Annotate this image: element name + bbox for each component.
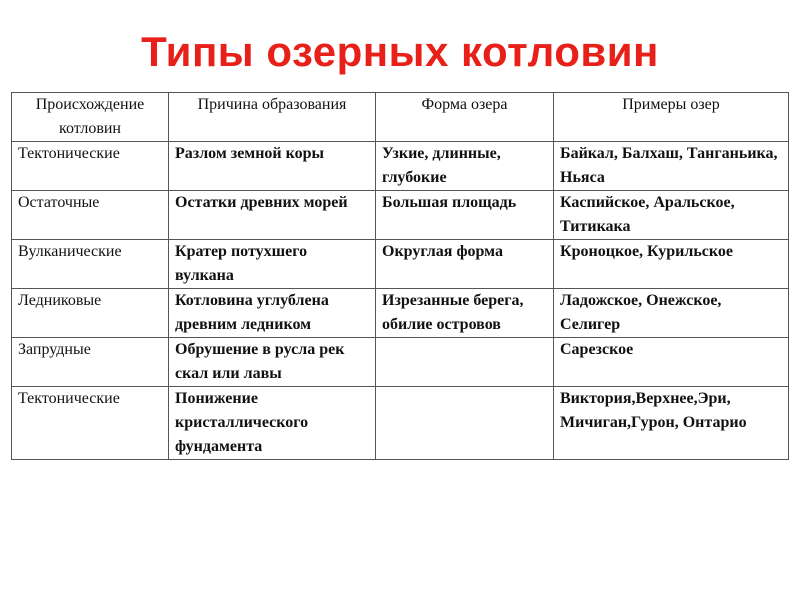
cell-cause: Котловина углублена древним ледником <box>169 289 376 338</box>
cell-shape <box>376 387 554 460</box>
cell-cause: Понижение кристаллического фундамента <box>169 387 376 460</box>
cell-examples: Сарезское <box>554 338 789 387</box>
cell-origin: Запрудные <box>12 338 169 387</box>
header-shape: Форма озера <box>376 93 554 142</box>
cell-examples: Ладожское, Онежское, Селигер <box>554 289 789 338</box>
cell-origin: Остаточные <box>12 191 169 240</box>
page-title: Типы озерных котловин <box>141 28 659 75</box>
cell-cause: Остатки древних морей <box>169 191 376 240</box>
lake-basins-table <box>11 92 789 460</box>
cell-examples: Каспийское, Аральское, Титикака <box>554 191 789 240</box>
cell-cause: Обрушение в русла рек скал или лавы <box>169 338 376 387</box>
cell-cause: Разлом земной коры <box>169 142 376 191</box>
cell-shape: Большая площадь <box>376 191 554 240</box>
table-header-row <box>12 93 789 142</box>
cell-examples: Виктория,Верхнее,Эри, Мичиган,Гурон, Онтарио <box>554 387 789 460</box>
cell-origin: Тектонические <box>12 387 169 460</box>
header-examples: Примеры озер <box>554 93 789 142</box>
cell-shape: Округлая форма <box>376 240 554 289</box>
header-cause: Причина образования <box>169 93 376 142</box>
cell-origin: Тектонические <box>12 142 169 191</box>
cell-examples: Байкал, Балхаш, Танганьика, Ньяса <box>554 142 789 191</box>
table-row <box>12 289 789 338</box>
header-origin: Происхождение котловин <box>12 93 169 142</box>
table-row <box>12 338 789 387</box>
cell-shape <box>376 338 554 387</box>
cell-cause: Кратер потухшего вулкана <box>169 240 376 289</box>
cell-origin: Ледниковые <box>12 289 169 338</box>
table-row <box>12 142 789 191</box>
table-row <box>12 191 789 240</box>
table-row <box>12 240 789 289</box>
table-row <box>12 387 789 460</box>
cell-shape: Узкие, длинные, глубокие <box>376 142 554 191</box>
cell-examples: Кроноцкое, Курильское <box>554 240 789 289</box>
cell-shape: Изрезанные берега, обилие островов <box>376 289 554 338</box>
cell-origin: Вулканические <box>12 240 169 289</box>
